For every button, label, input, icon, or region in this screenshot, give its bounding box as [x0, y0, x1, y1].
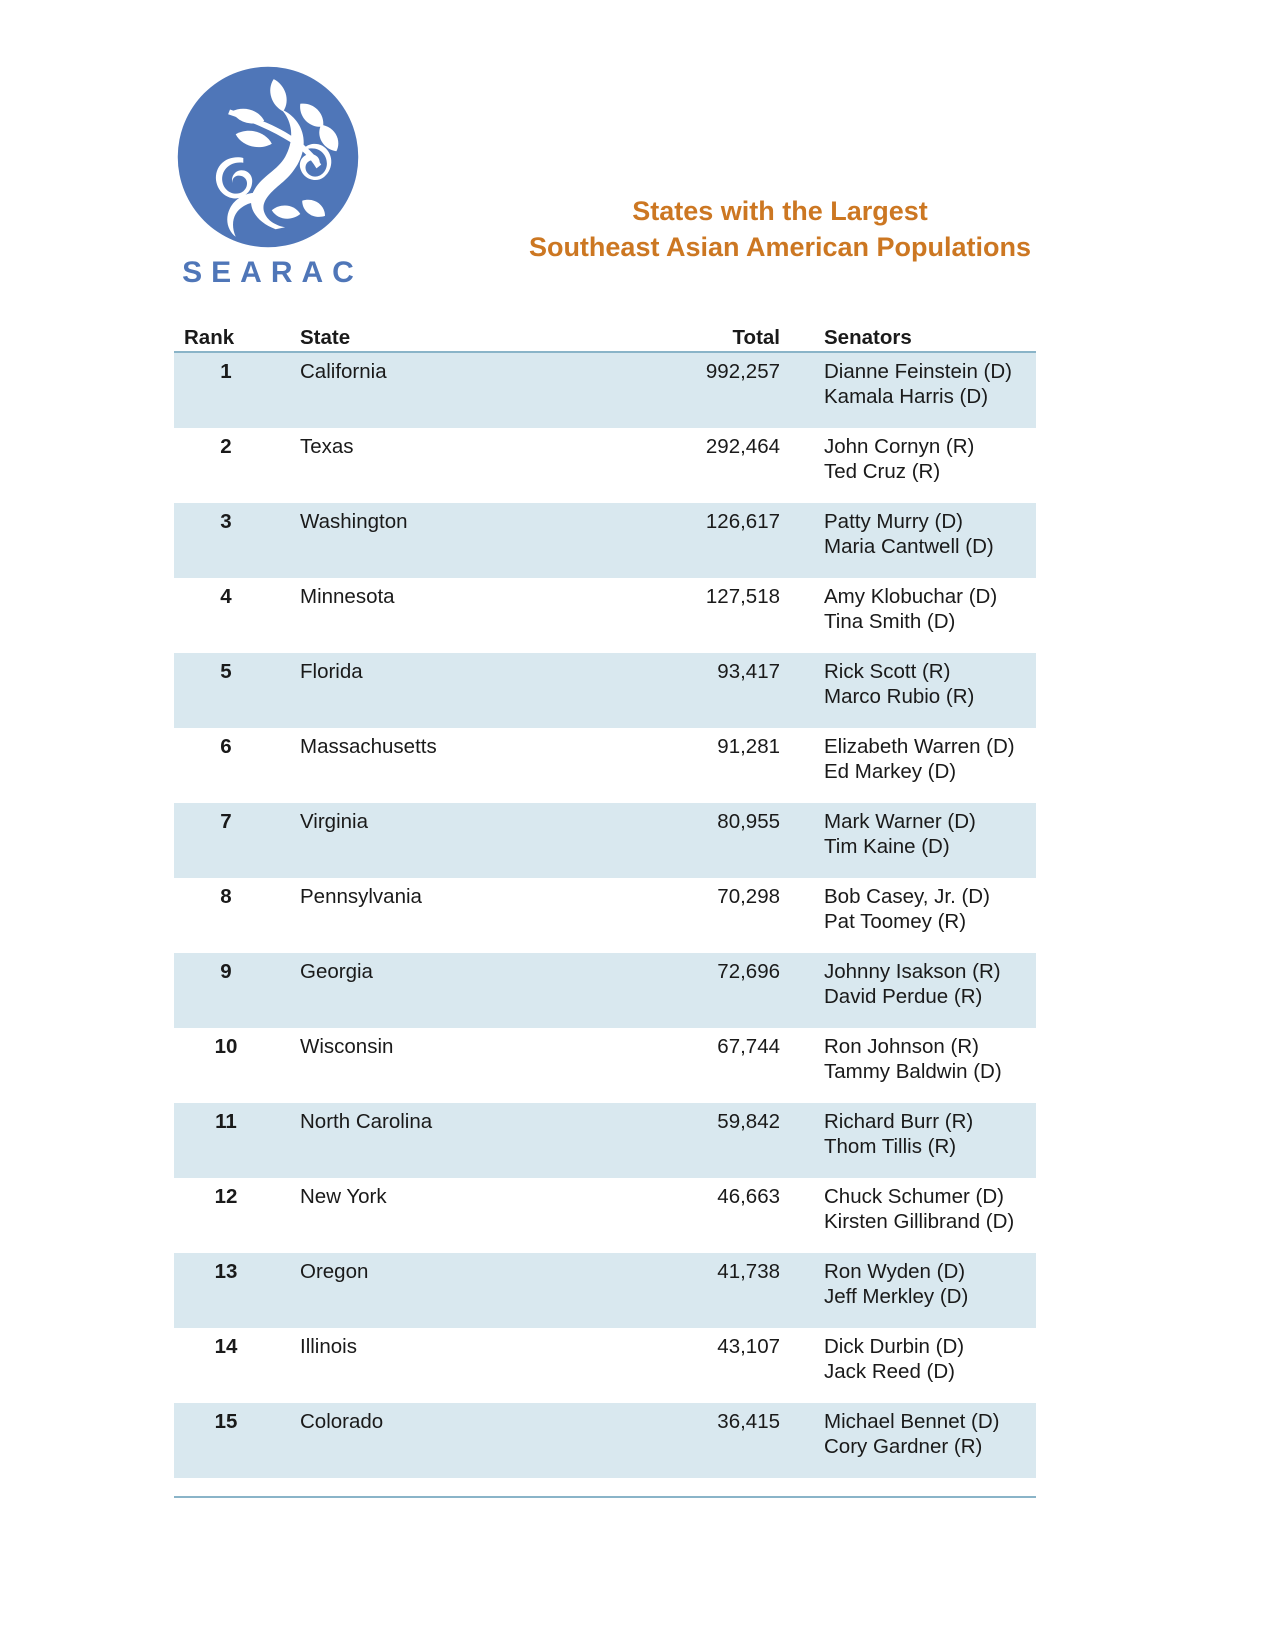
- cell-rank: 2: [220, 435, 232, 458]
- cell-senators: [780, 434, 1036, 485]
- senator-name: Thom Tillis (R): [824, 1135, 957, 1159]
- cell-total: 72,696: [717, 960, 780, 983]
- senator-name: Jack Reed (D): [824, 1360, 956, 1384]
- cell-senators: [780, 959, 1036, 1010]
- cell-state: California: [300, 360, 387, 383]
- table-row: [174, 353, 1036, 428]
- cell-state: Minnesota: [300, 585, 395, 608]
- cell-rank: 7: [220, 810, 232, 833]
- cell-total: 46,663: [717, 1185, 780, 1208]
- table-footer-rule: [174, 1496, 1036, 1498]
- cell-state: Florida: [300, 660, 363, 683]
- table-row: [174, 1253, 1036, 1328]
- cell-senators: [780, 659, 1036, 710]
- page-title-line-2: Southeast Asian American Populations: [528, 231, 1032, 262]
- table-row: [174, 728, 1036, 803]
- cell-senators: [780, 1034, 1036, 1085]
- senator-name: Ron Johnson (R): [824, 1035, 979, 1058]
- cell-senators: [780, 1409, 1036, 1460]
- senator-name: Kamala Harris (D): [824, 385, 989, 409]
- column-header-total: Total: [732, 326, 780, 349]
- cell-total: 126,617: [705, 510, 780, 533]
- column-header-state: State: [300, 326, 351, 349]
- cell-senators: [780, 884, 1036, 935]
- table-row: [174, 1028, 1036, 1103]
- column-header-rank: Rank: [184, 326, 235, 349]
- senator-name: Dick Durbin (D): [824, 1335, 965, 1358]
- cell-state: Texas: [300, 435, 354, 458]
- cell-rank: 12: [214, 1185, 238, 1208]
- senator-name: Rick Scott (R): [824, 660, 951, 683]
- cell-senators: [780, 809, 1036, 860]
- senator-name: Richard Burr (R): [824, 1110, 974, 1133]
- senator-name: Ed Markey (D): [824, 760, 957, 784]
- cell-rank: 5: [220, 660, 232, 683]
- cell-state: North Carolina: [300, 1110, 433, 1133]
- table-row: [174, 953, 1036, 1028]
- senator-name: Michael Bennet (D): [824, 1410, 1000, 1433]
- table-row: [174, 803, 1036, 878]
- senator-name: Pat Toomey (R): [824, 910, 967, 934]
- senator-name: Kirsten Gillibrand (D): [824, 1210, 1015, 1234]
- senator-name: Cory Gardner (R): [824, 1435, 983, 1459]
- table-row: [174, 878, 1036, 953]
- senator-name: Jeff Merkley (D): [824, 1285, 969, 1309]
- table-row: [174, 578, 1036, 653]
- cell-rank: 1: [220, 360, 232, 383]
- table-row: [174, 1103, 1036, 1178]
- senator-name: Ron Wyden (D): [824, 1260, 966, 1283]
- senator-name: Amy Klobuchar (D): [824, 585, 998, 608]
- cell-state: Illinois: [300, 1335, 357, 1358]
- cell-rank: 14: [214, 1335, 238, 1358]
- searac-tree-circle-logo-icon: [173, 62, 363, 252]
- cell-state: Georgia: [300, 960, 373, 983]
- cell-rank: 10: [214, 1035, 238, 1058]
- senator-name: Marco Rubio (R): [824, 685, 975, 709]
- cell-rank: 11: [215, 1110, 237, 1133]
- senator-name: Patty Murry (D): [824, 510, 963, 533]
- cell-rank: 15: [214, 1410, 238, 1433]
- cell-total: 992,257: [705, 360, 780, 383]
- cell-rank: 3: [220, 510, 232, 533]
- page-title: [430, 194, 1130, 265]
- cell-senators: [780, 509, 1036, 560]
- cell-total: 91,281: [717, 735, 780, 758]
- cell-rank: 6: [220, 735, 232, 758]
- senator-name: Johnny Isakson (R): [824, 960, 1001, 983]
- searac-logo-block: [168, 62, 368, 290]
- table-row: [174, 428, 1036, 503]
- cell-senators: [780, 1259, 1036, 1310]
- senator-name: David Perdue (R): [824, 985, 983, 1009]
- senator-name: Elizabeth Warren (D): [824, 735, 1015, 758]
- cell-total: 80,955: [717, 810, 780, 833]
- senator-name: Dianne Feinstein (D): [824, 360, 1012, 383]
- cell-state: Washington: [300, 510, 408, 533]
- cell-state: Massachusetts: [300, 735, 437, 758]
- cell-total: 70,298: [717, 885, 780, 908]
- senator-name: Chuck Schumer (D): [824, 1185, 1004, 1208]
- cell-state: Colorado: [300, 1410, 384, 1433]
- cell-total: 292,464: [705, 435, 780, 458]
- population-table: [174, 318, 1036, 1498]
- cell-state: Virginia: [300, 810, 368, 833]
- cell-state: New York: [300, 1185, 387, 1208]
- cell-senators: [780, 734, 1036, 785]
- cell-senators: [780, 1109, 1036, 1160]
- cell-state: Oregon: [300, 1260, 369, 1283]
- cell-rank: 13: [214, 1260, 238, 1283]
- cell-total: 43,107: [717, 1335, 780, 1358]
- table-header-row: [174, 318, 1036, 351]
- table-row: [174, 653, 1036, 728]
- table-row: [174, 1178, 1036, 1253]
- column-header-senators: Senators: [824, 326, 912, 349]
- table-body: [174, 353, 1036, 1478]
- searac-wordmark: SEARAC: [182, 256, 363, 289]
- senator-name: Maria Cantwell (D): [824, 535, 994, 559]
- cell-total: 41,738: [717, 1260, 780, 1283]
- cell-state: Wisconsin: [300, 1035, 394, 1058]
- senator-name: Tim Kaine (D): [824, 835, 950, 859]
- senator-name: Tina Smith (D): [824, 610, 956, 634]
- senator-name: Ted Cruz (R): [824, 460, 941, 484]
- cell-total: 93,417: [717, 660, 780, 683]
- table-row: [174, 1328, 1036, 1403]
- cell-senators: [780, 359, 1036, 410]
- cell-rank: 8: [220, 885, 232, 908]
- cell-rank: 9: [220, 960, 232, 983]
- cell-senators: [780, 1184, 1036, 1235]
- senator-name: Bob Casey, Jr. (D): [824, 885, 990, 908]
- page-title-line-1: States with the Largest: [632, 196, 928, 226]
- cell-total: 59,842: [717, 1110, 780, 1133]
- cell-total: 67,744: [717, 1035, 780, 1058]
- page-header: [0, 0, 1275, 310]
- senator-name: Mark Warner (D): [824, 810, 976, 833]
- cell-senators: [780, 584, 1036, 635]
- table-row: [174, 503, 1036, 578]
- cell-senators: [780, 1334, 1036, 1385]
- senator-name: Tammy Baldwin (D): [824, 1060, 1002, 1084]
- cell-state: Pennsylvania: [300, 885, 422, 908]
- table-row: [174, 1403, 1036, 1478]
- cell-total: 36,415: [717, 1410, 780, 1433]
- cell-total: 127,518: [705, 585, 780, 608]
- senator-name: John Cornyn (R): [824, 435, 975, 458]
- cell-rank: 4: [220, 585, 232, 608]
